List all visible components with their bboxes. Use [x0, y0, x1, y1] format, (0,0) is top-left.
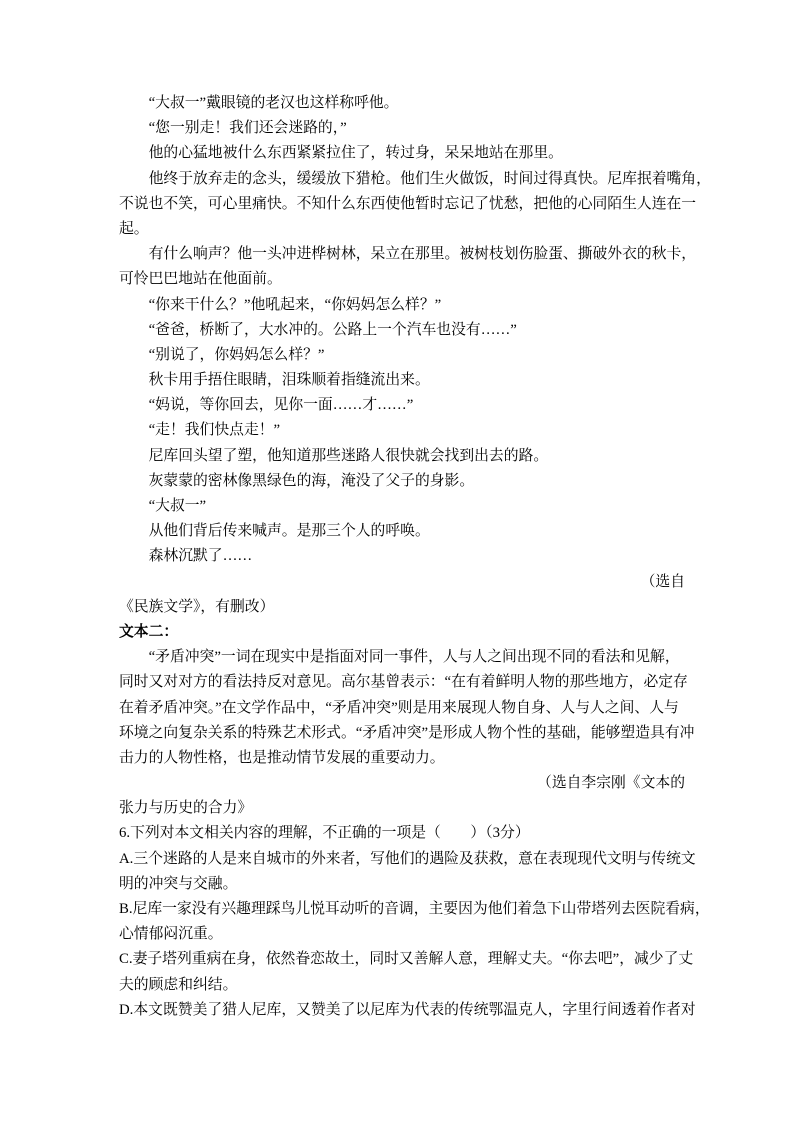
option-c-line: C.妻子塔列重病在身，依然眷恋故土，同时又善解人意，理解丈夫。“你去吧”，减少了丈 [119, 951, 694, 968]
text2-attribution-part2: 张力与历史的合力》 [119, 800, 253, 817]
text2-label: 文本二： [119, 623, 179, 640]
option-d-line: D.本文既赞美了猎人尼库，又赞美了以尼库为代表的传统鄂温克人，字里行间透着作者对 [119, 1001, 696, 1018]
question-6-stem: 6.下列对本文相关内容的理解，不正确的一项是（ ）（3分） [119, 825, 530, 842]
text1-line: 他的心猛地被什么东西紧紧拉住了，转过身，呆呆地站在那里。 [148, 145, 563, 162]
text1-line: 从他们背后传来喊声。是那三个人的呼唤。 [148, 523, 430, 540]
option-b-line: B.尼库一家没有兴趣理踩鸟儿悦耳动听的音调，主要因为他们着急下山带塔列去医院看病， [119, 901, 710, 917]
text2-line: 在着矛盾冲突。”在文学作品中，“矛盾冲突”则是用来展现人物自身、人与人之间、人与 [119, 699, 679, 716]
text1-line: “大叔一” [148, 498, 207, 514]
text1-line: 有什么响声？他一头冲进桦树林，呆立在那里。被树枝划伤脸蛋、撕破外衣的秋卡， [148, 246, 697, 263]
text2-line: “矛盾冲突”一词在现实中是指面对同一事件，人与人之间出现不同的看法和见解， [148, 649, 680, 666]
text1-attribution-part1: （选自 [640, 573, 685, 590]
document-content [119, 91, 711, 1023]
text1-line: 不说也不笑，可心里痛快。不知什么东西使他暂时忘记了忧愁，把他的心同陌生人连在一 [119, 195, 697, 212]
text1-line: 起。 [119, 220, 149, 237]
text1-line: 他终于放弃走的念头，缓缓放下猎枪。他们生火做饭，时间过得真快。尼库抿着嘴角， [148, 170, 711, 187]
text1-line: 尼库回头望了塑，他知道那些迷路人很快就会找到出去的路。 [148, 447, 549, 464]
text1-line: “您一别走！我们还会迷路的，” [148, 120, 347, 137]
text1-attribution-part2: 《民族文学》，有删改） [119, 598, 275, 615]
text2-line: 环境之向复杂关系的特殊艺术形式。“矛盾冲突”是形成人物个性的基础，能够塑造具有冲 [119, 724, 695, 741]
text2-attribution-part1: （选自李宗刚《文本的 [537, 775, 685, 792]
option-a-line: 明的冲突与交融。 [119, 875, 238, 892]
text1-line: “你来干什么？”他吼起来，“你妈妈怎么样？” [148, 296, 442, 313]
text2-line: 击力的人物性格，也是推动情节发展的重要动力。 [119, 749, 445, 766]
text1-line: 秋卡用手捂住眼睛，泪珠顺着指缝流出来。 [148, 372, 430, 389]
text1-line: 灰蒙蒙的密林像黑绿色的海，淹没了父子的身影。 [148, 472, 475, 489]
option-a-line: A.三个迷路的人是来自城市的外来者，写他们的遇险及获救，意在表现现代文明与传统文 [119, 850, 696, 867]
option-b-line: 心情郁闷沉重。 [119, 926, 223, 943]
text1-line: “大叔一”戴眼镜的老汉也这样称呼他。 [148, 95, 399, 111]
text1-line: 可怜巴巴地站在他面前。 [119, 271, 282, 288]
text1-line: “走！我们快点走！” [148, 422, 281, 439]
text1-line: “妈说，等你回去，见你一面……才……” [148, 397, 414, 414]
text1-line: “爸爸，桥断了，大水冲的。公路上一个汽车也没有……” [148, 321, 517, 338]
text1-line: “别说了，你妈妈怎么样？” [148, 346, 325, 363]
text1-line: 森林沉默了…… [148, 548, 253, 565]
text2-line: 同时又对对方的看法持反对意见。高尔基曾表示：“在有着鲜明人物的那些地方，必定存 [119, 674, 688, 691]
option-c-line: 夫的顾虑和纠结。 [119, 976, 238, 993]
